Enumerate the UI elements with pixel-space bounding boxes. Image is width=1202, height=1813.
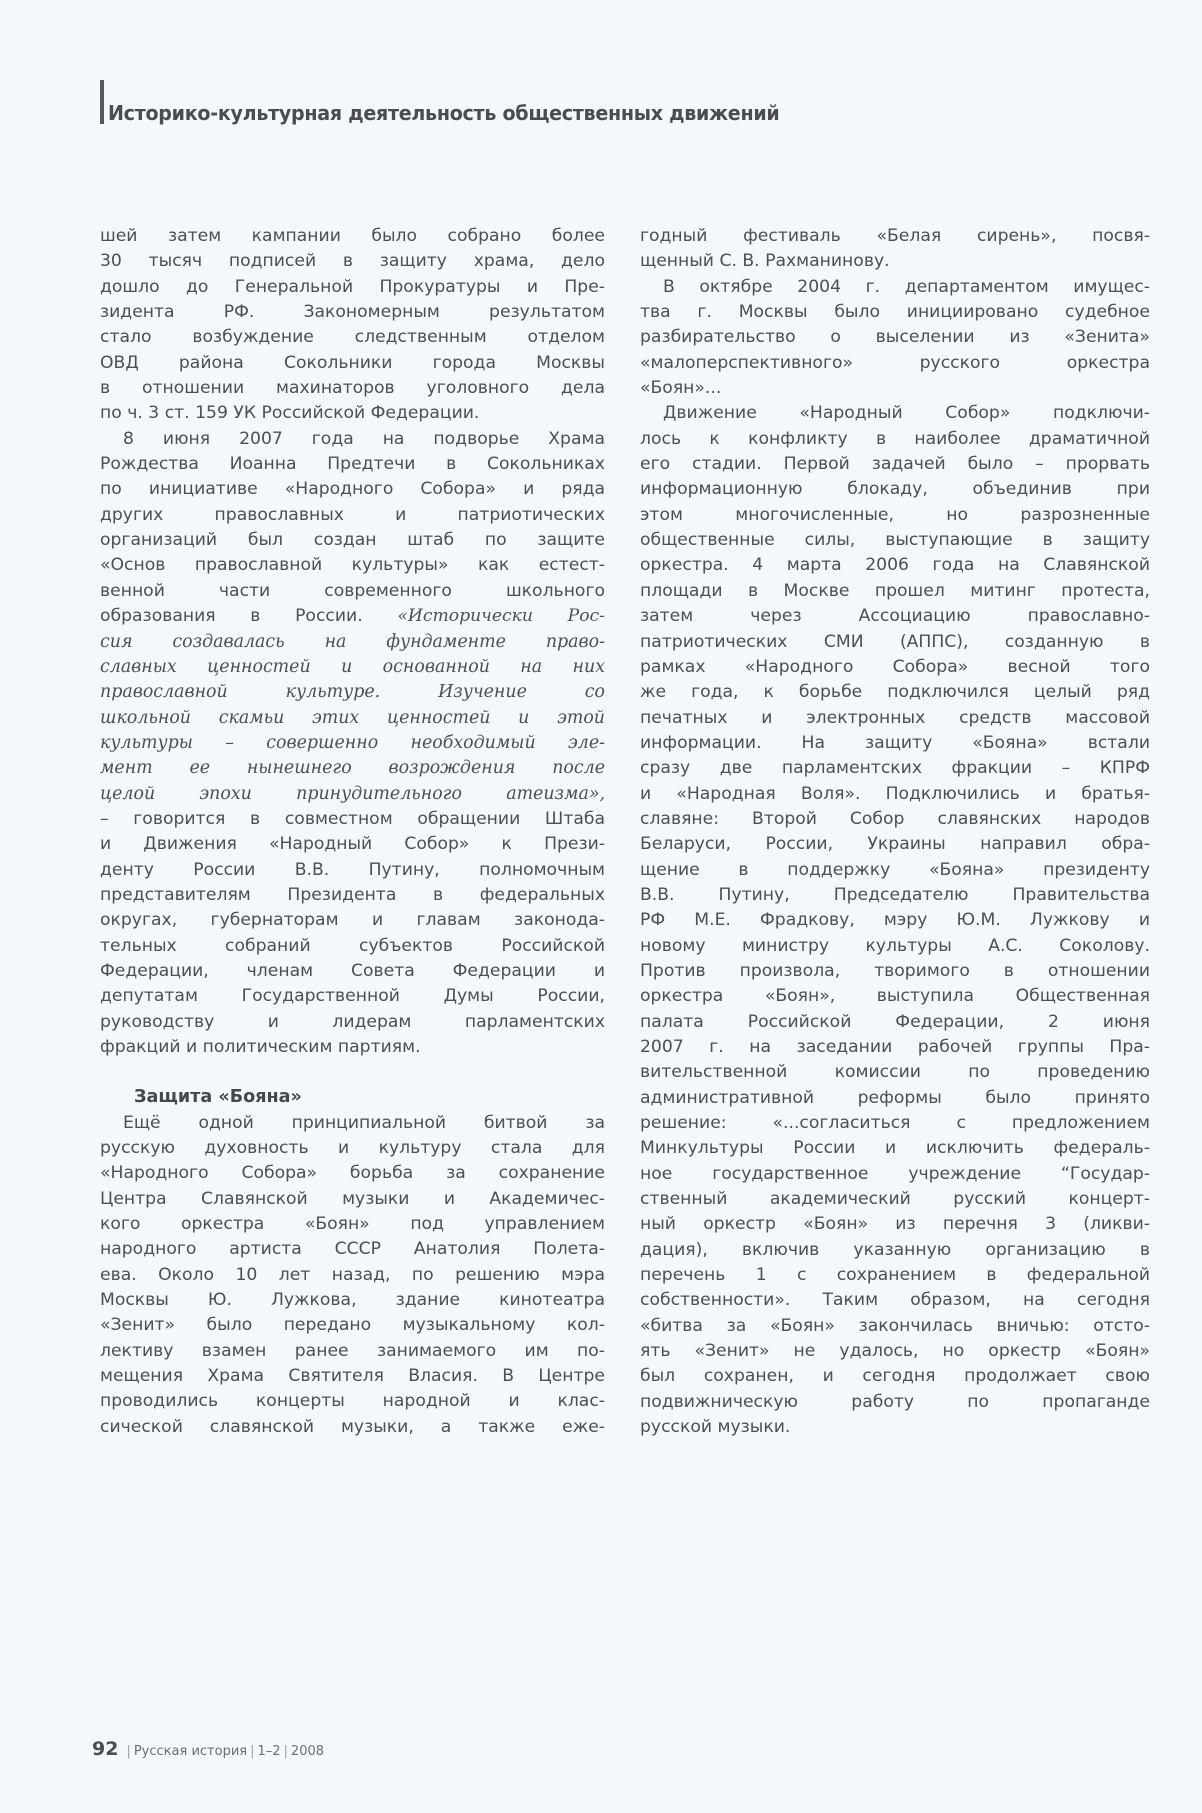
text-line: В.В. Путину, Председателю Правительства xyxy=(640,884,1150,905)
publication-name: Русская история xyxy=(133,1744,248,1759)
text-line: сразу две парламентских фракции – КПРФ xyxy=(640,758,1150,779)
text-line: русскую духовность и культуру стала для xyxy=(100,1138,605,1159)
running-head-title: Историко-культурная деятельность общественных движений xyxy=(108,100,780,125)
text-line: решение: «...согласиться с предложением xyxy=(640,1113,1150,1134)
text-line: школьной скамьи этих ценностей и этой xyxy=(100,707,605,728)
text-line: В октябре 2004 г. департаментом имущес- xyxy=(663,276,1150,297)
text-line: проводились концерты народной и клас- xyxy=(100,1391,605,1412)
text-line: лось к конфликту в наиболее драматичной xyxy=(640,428,1150,449)
text-line: – говорится в совместном обращении Штаба xyxy=(100,808,605,829)
text-line: славных ценностей и основанной на них xyxy=(100,656,605,677)
text-line: дация), включив указанную организацию в xyxy=(640,1239,1150,1260)
text-line: Беларуси, России, Украины направил обра- xyxy=(640,834,1150,855)
text-line: новому министру культуры А.С. Соколову. xyxy=(640,935,1150,956)
text-line: округах, губернаторам и главам законода- xyxy=(100,910,605,931)
left-column xyxy=(100,224,605,1440)
text-line: 2007 г. на заседании рабочей группы Пра- xyxy=(640,1037,1150,1057)
issue-number: 1–2 xyxy=(257,1744,281,1759)
text-line: ный оркестр «Боян» из перечня 3 (ликви- xyxy=(640,1214,1150,1235)
text-line: «Основ православной культуры» как естест- xyxy=(100,555,605,576)
text-line: административной реформы было принято xyxy=(640,1087,1150,1108)
section-gap xyxy=(100,1060,605,1085)
text-line: подвижническую работу по пропаганде xyxy=(640,1391,1150,1412)
text-line: дошло до Генеральной Прокуратуры и Пре- xyxy=(100,276,605,297)
text-line: щение в поддержку «Бояна» президенту xyxy=(640,859,1150,880)
text-line: собственности». Таким образом, на сегодня xyxy=(640,1290,1150,1311)
text-line: был сохранен, и сегодня продолжает свою xyxy=(640,1366,1150,1387)
running-head xyxy=(100,80,830,124)
text-line: вительственной комиссии по проведению xyxy=(640,1062,1150,1083)
text-line: ственный академический русский концерт- xyxy=(640,1189,1150,1210)
text-line: ное государственное учреждение “Государ- xyxy=(640,1163,1150,1184)
text-line: депутатам Государственной Думы России, xyxy=(100,986,605,1007)
text-line: тельных собраний субъектов Российской xyxy=(100,935,605,956)
footer-separator: | xyxy=(283,1744,288,1759)
text-line: мещения Храма Святителя Власия. В Центре xyxy=(100,1366,605,1387)
text-line: «малоперспективного» русского оркестра xyxy=(640,352,1150,373)
text-line: кого оркестра «Боян» под управлением xyxy=(100,1214,605,1235)
text-line: целой эпохи принудительного атеизма», xyxy=(100,783,605,804)
text-line: РФ М.Е. Фрадкову, мэру Ю.М. Лужкову и xyxy=(640,910,1150,931)
issue-year: 2008 xyxy=(290,1744,325,1759)
text-line: общественные силы, выступающие в защиту xyxy=(640,530,1150,551)
text-line: денту России В.В. Путину, полномочным xyxy=(100,859,605,880)
text-line: перечень 1 с сохранением в федеральной xyxy=(640,1265,1150,1286)
text-line: православной культуре. Изучение со xyxy=(100,682,605,703)
text-line: щенный С. В. Рахманинову. xyxy=(640,251,890,272)
text-line: площади в Москве прошел митинг протеста, xyxy=(640,580,1150,601)
text-run: образования в России. xyxy=(100,606,398,627)
text-line: рамках «Народного Собора» весной того xyxy=(640,656,1150,677)
text-line: русской музыки. xyxy=(640,1417,791,1438)
text-line: по ч. 3 ст. 159 УК Российской Федерации. xyxy=(100,403,480,424)
text-line: народного артиста СССР Анатолия Полета- xyxy=(100,1239,605,1260)
text-line: славяне: Второй Собор славянских народов xyxy=(640,808,1150,829)
page-footer xyxy=(92,1738,324,1760)
text-line: информации. На защиту «Бояна» встали xyxy=(640,732,1150,753)
text-line: «битва за «Боян» закончилась вничью: отсто- xyxy=(640,1315,1150,1336)
text-line: 30 тысяч подписей в защиту храма, дело xyxy=(100,251,605,272)
text-line: Центра Славянской музыки и Академичес- xyxy=(100,1188,605,1209)
text-line: его стадии. Первой задачей было – прорвать xyxy=(640,454,1150,475)
footer-separator: | xyxy=(126,1744,131,1759)
text-line: других православных и патриотических xyxy=(100,504,605,525)
footer-separator: | xyxy=(250,1744,255,1759)
right-column xyxy=(640,224,1150,1441)
text-line: «Зенит» было передано музыкальному кол- xyxy=(100,1315,605,1336)
text-line: Движение «Народный Собор» подключи- xyxy=(663,403,1150,424)
text-line: ОВД района Сокольники города Москвы xyxy=(100,352,605,373)
text-line xyxy=(100,604,605,629)
text-line: Рождества Иоанна Предтечи в Сокольниках xyxy=(100,454,605,475)
text-line: «Боян»... xyxy=(640,378,722,399)
text-line: «Народного Собора» борьба за сохранение xyxy=(100,1163,605,1184)
text-line: и «Народная Воля». Подключились и братья- xyxy=(640,783,1150,804)
italic-quote-run: «Исторически Рос- xyxy=(397,606,605,627)
text-line: по инициативе «Народного Собора» и ряда xyxy=(100,479,605,500)
text-line: же года, к борьбе подключился целый ряд xyxy=(640,682,1150,703)
text-line: фракций и политическим партиям. xyxy=(100,1037,421,1057)
text-line: сия создавалась на фундаменте право- xyxy=(100,631,605,652)
text-line: информационную блокаду, объединив при xyxy=(640,479,1150,500)
text-line: в отношении махинаторов уголовного дела xyxy=(100,378,605,399)
page-number: 92 xyxy=(92,1738,119,1760)
text-line: сической славянской музыки, а также еже- xyxy=(100,1416,605,1437)
text-line: этом многочисленные, но разрозненные xyxy=(640,504,1150,525)
text-line: 8 июня 2007 года на подворье Храма xyxy=(123,428,605,449)
text-line: и Движения «Народный Собор» к Прези- xyxy=(100,834,605,855)
text-line: культуры – совершенно необходимый эле- xyxy=(100,732,605,753)
text-line: годный фестиваль «Белая сирень», посвя- xyxy=(640,226,1150,246)
text-line: оркестра. 4 марта 2006 года на Славянской xyxy=(640,555,1150,576)
text-line: представителям Президента в федеральных xyxy=(100,884,605,905)
running-head-bar xyxy=(100,80,104,124)
text-line: шей затем кампании было собрано более xyxy=(100,226,605,246)
text-line: руководству и лидерам парламентских xyxy=(100,1011,605,1032)
text-line: ева. Около 10 лет назад, по решению мэра xyxy=(100,1264,605,1285)
text-line: Против произвола, творимого в отношении xyxy=(640,960,1150,981)
text-line: тва г. Москвы было инициировано судебное xyxy=(640,302,1150,323)
text-line: стало возбуждение следственным отделом xyxy=(100,327,605,348)
text-line: мент ее нынешнего возрождения после xyxy=(100,758,605,779)
text-line: организаций был создан штаб по защите xyxy=(100,530,605,551)
section-heading: Защита «Бояна» xyxy=(134,1087,302,1108)
text-line: ять «Зенит» не удалось, но оркестр «Боян» xyxy=(640,1341,1150,1362)
text-line: зидента РФ. Закономерным результатом xyxy=(100,302,605,323)
text-line: Федерации, членам Совета Федерации и xyxy=(100,960,605,981)
text-line: Минкультуры России и исключить федераль- xyxy=(640,1138,1150,1159)
text-line: оркестра «Боян», выступила Общественная xyxy=(640,986,1150,1007)
text-line: Ещё одной принципиальной битвой за xyxy=(123,1112,605,1133)
text-line: палата Российской Федерации, 2 июня xyxy=(640,1011,1150,1032)
text-line: печатных и электронных средств массовой xyxy=(640,707,1150,728)
text-line: Москвы Ю. Лужкова, здание кинотеатра xyxy=(100,1290,605,1311)
text-line: затем через Ассоциацию православно- xyxy=(640,606,1150,627)
text-line: патриотических СМИ (АППС), созданную в xyxy=(640,631,1150,652)
text-line: венной части современного школьного xyxy=(100,580,605,601)
text-line: лективу взамен ранее занимаемого им по- xyxy=(100,1340,605,1361)
text-line: разбирательство о выселении из «Зенита» xyxy=(640,327,1150,348)
